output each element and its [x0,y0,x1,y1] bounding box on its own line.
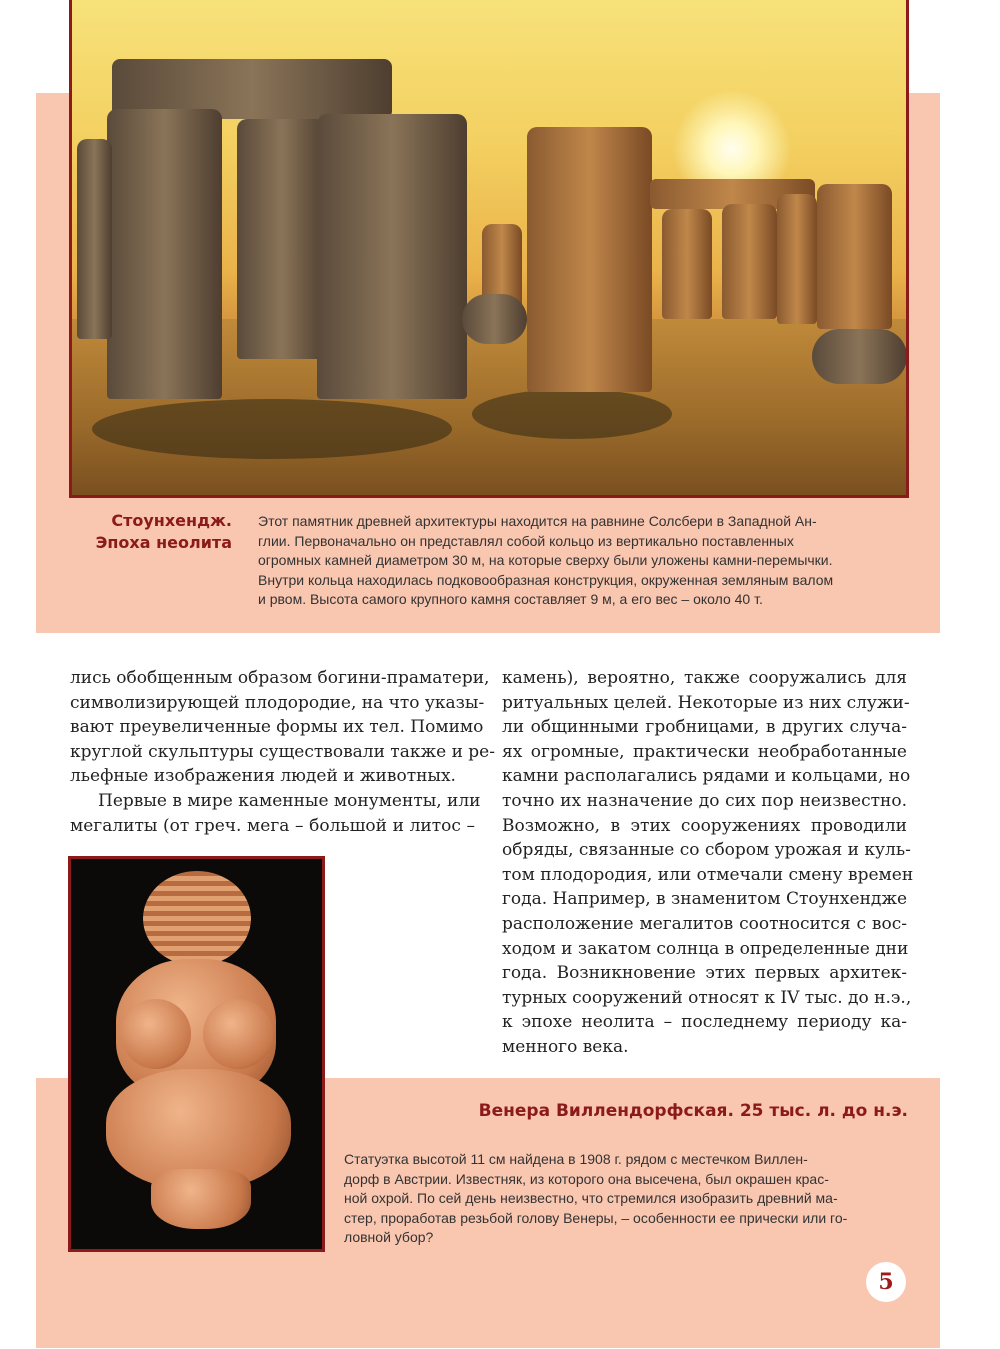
stonehenge-photo [69,0,909,498]
stonehenge-caption-title [80,510,232,554]
text-line: Возможно, в этих сооружениях проводили [502,815,907,836]
venus-head [143,871,251,966]
venus-breast [203,999,273,1069]
caption-line: и рвом. Высота самого крупного камня составляет 9 м, а его вес – около 40 т. [258,591,763,607]
text-line: ях огромные, практически необработанные [502,741,907,762]
text-line: символизирующей плодородие, на что указы- [70,692,485,713]
text-line: ходом и закатом солнца в определенные дни [502,938,909,959]
text-line: Первые в мире каменные монументы, или [98,790,481,811]
caption-title-line: Эпоха неолита [95,533,232,552]
caption-line: Внутри кольца находилась подковообразная конструкция, окруженная земляным валом [258,571,834,588]
caption-line: глии. Первоначально он представлял собой кольцо из вертикально поставленных [258,532,794,549]
venus-of-willendorf-photo [68,856,325,1252]
caption-title-line: Стоунхендж. [111,511,232,530]
text-line: льефные изображения людей и животных. [70,766,456,787]
venus-legs [151,1169,251,1229]
text-line: камни располагались рядами и кольцами, но [502,766,911,787]
text-line: вают преувеличенные формы их тел. Помимо [70,717,484,738]
stonehenge-caption-text [258,512,918,610]
text-line: обряды, связанные со сбором урожая и куль- [502,840,911,861]
caption-line: ловной убор? [344,1229,434,1245]
text-line: турных сооружений относят к IV тыс. до н.э., [502,987,912,1008]
caption-line: Этот памятник древней архитектуры находится на равнине Солсбери в Западной Ан- [258,513,817,529]
venus-caption-title: Венера Виллендорфская. 25 тыс. л. до н.э. [478,1101,908,1121]
body-left-column [70,666,495,838]
text-line: года. Например, в знаменитом Стоунхендже [502,889,908,910]
caption-line: дорф в Австрии. Известняк, из которого она высечена, был окрашен крас- [344,1170,829,1187]
venus-caption-text [344,1150,914,1248]
caption-line: ной охрой. По сей день неизвестно, что стремился изобразить древний ма- [344,1190,838,1206]
caption-line: огромных камней диаметром 30 м, на которые сверху были уложены камни-перемычки. [258,552,833,568]
text-line: менного века. [502,1036,629,1057]
text-line: расположение мегалитов соотносится с вос- [502,913,907,934]
text-line: ли общинными гробницами, в других случа- [502,717,907,738]
text-line: лись обобщенным образом богини-праматери, [70,668,490,688]
caption-line: Статуэтка высотой 11 см найдена в 1908 г. рядом с местечком Виллен- [344,1151,808,1167]
text-line: круглой скульптуры существовали также и ре- [70,741,495,762]
page-number: 5 [866,1262,906,1302]
text-line: к эпохе неолита – последнему периоду ка- [502,1012,907,1033]
text-line: мегалиты (от греч. мега – большой и литос – [70,815,475,836]
text-line: ритуальных целей. Некоторые из них служи- [502,692,910,713]
text-line: камень), вероятно, также сооружались для [502,668,907,688]
text-line: года. Возникновение этих первых архитек- [502,963,907,984]
body-right-column [502,666,914,1060]
venus-breast [121,999,191,1069]
text-line: точно их назначение до сих пор неизвестно. [502,790,907,811]
caption-line: стер, проработав резьбой голову Венеры, – особенности ее прически или го- [344,1209,848,1226]
text-line: том плодородия, или отмечали смену времен [502,864,914,885]
